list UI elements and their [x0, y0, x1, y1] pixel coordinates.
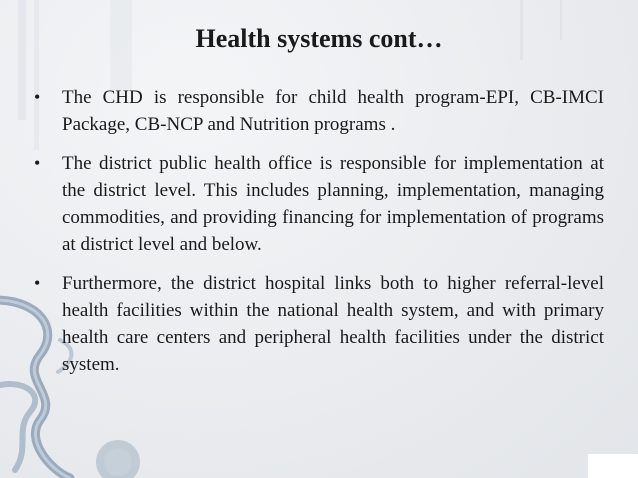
- bullet-text: The district public health office is responsible for implementation at the district level. This includes planning, implementation, managing commodities, and providing financing for implementation of programs at district level and below.: [62, 153, 604, 255]
- list-item: [32, 84, 604, 138]
- bullet-marker: •: [34, 153, 41, 173]
- list-item: [32, 150, 604, 258]
- corner-panel: [588, 454, 638, 478]
- bullet-text: Furthermore, the district hospital links both to higher referral-level health facilities within the national health system, and with primary health care centers and peripheral health facilities under the district system.: [62, 273, 604, 375]
- bullet-list: [32, 84, 604, 390]
- bullet-text: The CHD is responsible for child health program-EPI, CB-IMCI Package, CB-NCP and Nutrition programs .: [62, 87, 604, 135]
- page-title: Health systems cont…: [195, 24, 443, 53]
- bullet-marker: •: [34, 87, 41, 107]
- list-item: [32, 270, 604, 378]
- bullet-marker: •: [34, 273, 41, 293]
